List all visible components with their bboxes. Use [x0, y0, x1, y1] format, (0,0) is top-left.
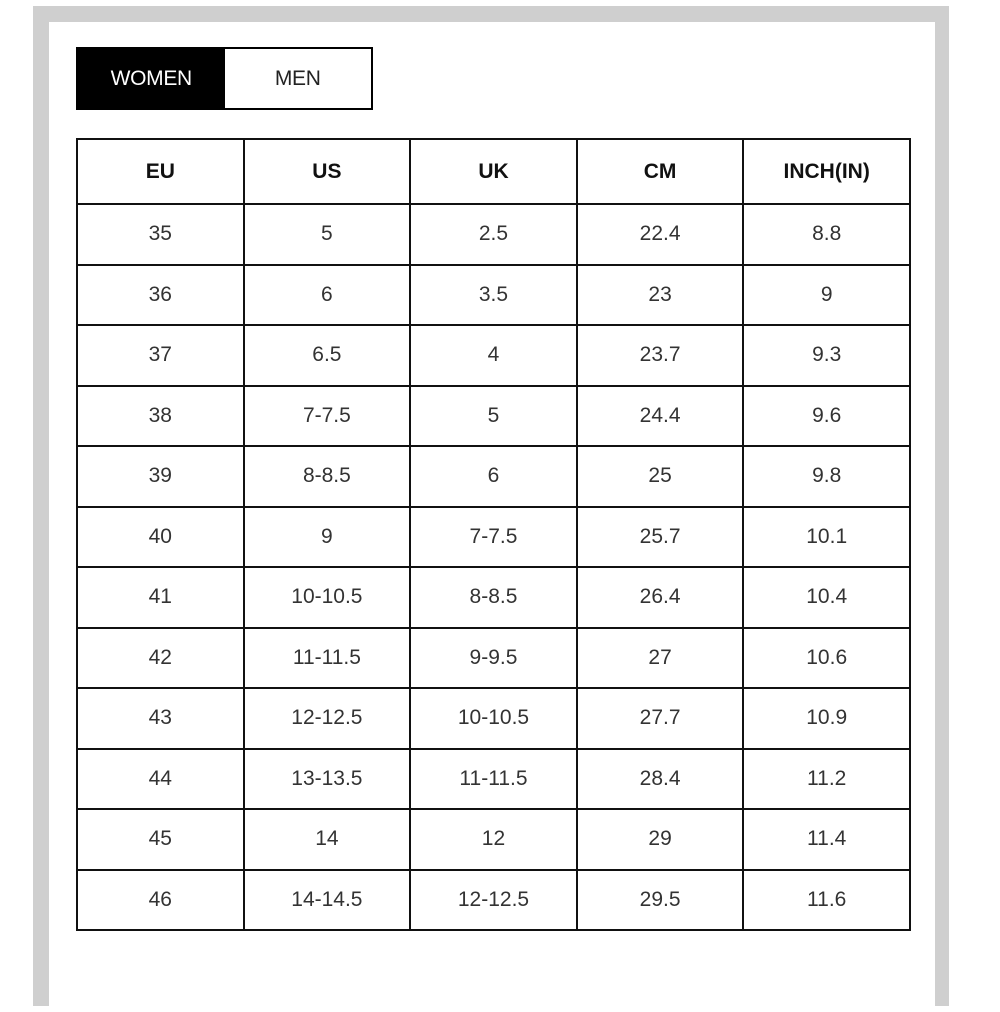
cell-uk: 5 — [410, 386, 577, 447]
cell-uk: 6 — [410, 446, 577, 507]
cell-eu: 42 — [77, 628, 244, 689]
size-table-body — [77, 204, 910, 930]
cell-cm: 28.4 — [577, 749, 744, 810]
cell-cm: 29.5 — [577, 870, 744, 931]
tab-men[interactable]: MEN — [225, 49, 372, 108]
cell-us: 14-14.5 — [244, 870, 411, 931]
table-row — [77, 688, 910, 749]
cell-us: 7-7.5 — [244, 386, 411, 447]
table-row — [77, 567, 910, 628]
cell-inch: 9.3 — [743, 325, 910, 386]
table-row — [77, 265, 910, 326]
cell-inch: 9.6 — [743, 386, 910, 447]
cell-uk: 4 — [410, 325, 577, 386]
cell-eu: 40 — [77, 507, 244, 568]
cell-inch: 8.8 — [743, 204, 910, 265]
cell-us: 10-10.5 — [244, 567, 411, 628]
cell-eu: 45 — [77, 809, 244, 870]
table-row — [77, 325, 910, 386]
cell-eu: 44 — [77, 749, 244, 810]
cell-eu: 43 — [77, 688, 244, 749]
cell-us: 8-8.5 — [244, 446, 411, 507]
cell-uk: 12 — [410, 809, 577, 870]
table-row — [77, 628, 910, 689]
cell-cm: 24.4 — [577, 386, 744, 447]
cell-us: 5 — [244, 204, 411, 265]
cell-eu: 39 — [77, 446, 244, 507]
cell-inch: 11.4 — [743, 809, 910, 870]
table-row — [77, 809, 910, 870]
table-row — [77, 204, 910, 265]
cell-uk: 8-8.5 — [410, 567, 577, 628]
cell-cm: 29 — [577, 809, 744, 870]
cell-inch: 9.8 — [743, 446, 910, 507]
cell-uk: 7-7.5 — [410, 507, 577, 568]
table-row — [77, 386, 910, 447]
table-row — [77, 749, 910, 810]
cell-inch: 11.6 — [743, 870, 910, 931]
header-us: US — [244, 139, 411, 204]
header-cm: CM — [577, 139, 744, 204]
table-row — [77, 446, 910, 507]
cell-eu: 35 — [77, 204, 244, 265]
cell-eu: 37 — [77, 325, 244, 386]
gender-tabs — [76, 47, 373, 110]
table-row — [77, 507, 910, 568]
cell-uk: 11-11.5 — [410, 749, 577, 810]
cell-us: 6 — [244, 265, 411, 326]
size-chart-table — [76, 138, 911, 931]
cell-inch: 11.2 — [743, 749, 910, 810]
header-eu: EU — [77, 139, 244, 204]
cell-cm: 23 — [577, 265, 744, 326]
cell-uk: 2.5 — [410, 204, 577, 265]
cell-uk: 12-12.5 — [410, 870, 577, 931]
header-uk: UK — [410, 139, 577, 204]
cell-us: 12-12.5 — [244, 688, 411, 749]
cell-eu: 38 — [77, 386, 244, 447]
cell-eu: 36 — [77, 265, 244, 326]
cell-cm: 25 — [577, 446, 744, 507]
cell-cm: 25.7 — [577, 507, 744, 568]
header-inch: INCH(IN) — [743, 139, 910, 204]
cell-uk: 10-10.5 — [410, 688, 577, 749]
table-row — [77, 870, 910, 931]
cell-us: 11-11.5 — [244, 628, 411, 689]
table-header-row — [77, 139, 910, 204]
cell-inch: 10.4 — [743, 567, 910, 628]
cell-cm: 23.7 — [577, 325, 744, 386]
cell-eu: 46 — [77, 870, 244, 931]
cell-eu: 41 — [77, 567, 244, 628]
cell-inch: 9 — [743, 265, 910, 326]
cell-us: 13-13.5 — [244, 749, 411, 810]
cell-cm: 22.4 — [577, 204, 744, 265]
cell-inch: 10.6 — [743, 628, 910, 689]
cell-us: 6.5 — [244, 325, 411, 386]
cell-cm: 27.7 — [577, 688, 744, 749]
cell-uk: 9-9.5 — [410, 628, 577, 689]
tab-women[interactable]: WOMEN — [78, 49, 225, 108]
cell-inch: 10.1 — [743, 507, 910, 568]
cell-uk: 3.5 — [410, 265, 577, 326]
cell-inch: 10.9 — [743, 688, 910, 749]
cell-us: 9 — [244, 507, 411, 568]
cell-cm: 27 — [577, 628, 744, 689]
cell-cm: 26.4 — [577, 567, 744, 628]
cell-us: 14 — [244, 809, 411, 870]
